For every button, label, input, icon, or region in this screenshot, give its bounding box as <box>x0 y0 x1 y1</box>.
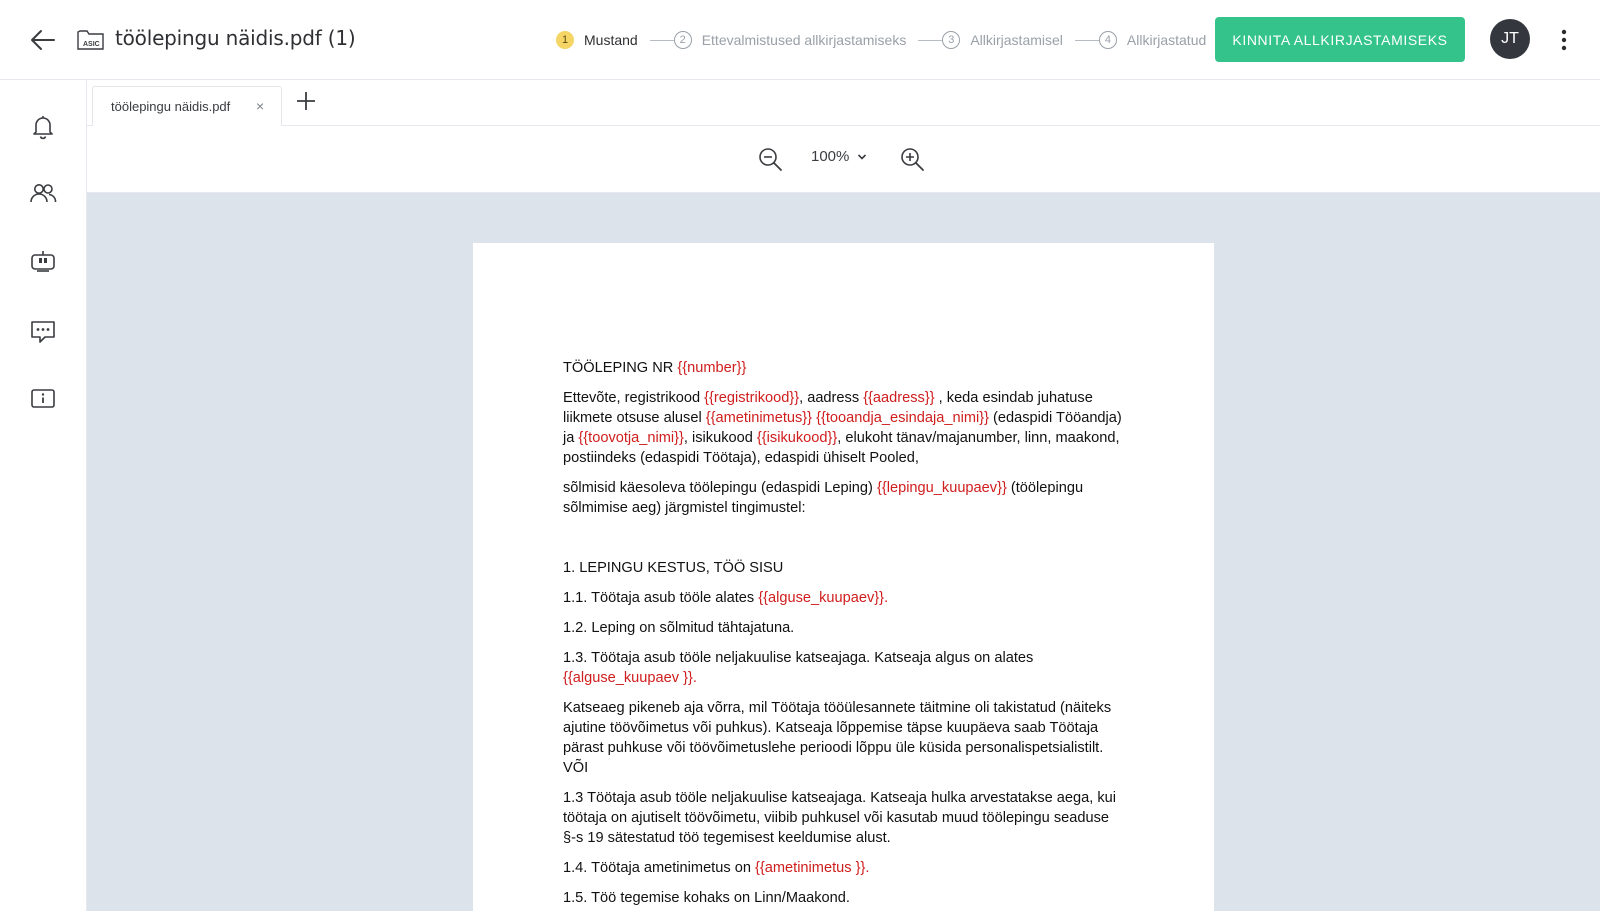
step-signing[interactable] <box>942 31 1099 49</box>
probation-paragraph: Katseaeg pikeneb aja võrra, mil Töötaja tööülesannete täitmine oli takistatud (näiteks ajutine töövõimetus või puhkus). Katseaja lõppemise täpse kuupäeva saab Töötaja pärast puhkuse või töövõimetuslehe perioodi lõppu üle küsida personalispetsialistilt. VÕI <box>563 700 1112 776</box>
placeholder-field: {{isikukood}} <box>756 430 838 446</box>
text: , aadress <box>799 390 864 406</box>
user-avatar[interactable]: JT <box>1490 19 1530 59</box>
chat-icon[interactable] <box>28 316 58 346</box>
step-label: Allkirjastamisel <box>970 32 1063 48</box>
document-viewer[interactable] <box>87 193 1600 911</box>
text: . <box>884 590 889 606</box>
info-icon[interactable] <box>28 384 58 414</box>
step-connector <box>918 40 942 41</box>
text: , keda esindab juhatuse liikmete otsuse alusel <box>563 390 1093 426</box>
text: sõlmisid käesoleva töölepingu (edaspidi Leping) <box>563 480 877 496</box>
workflow-steps <box>556 30 1206 50</box>
placeholder-field: {{alguse_kuupaev}} <box>758 590 885 606</box>
robot-icon[interactable] <box>28 246 58 276</box>
people-icon[interactable] <box>28 179 58 209</box>
document-title: töölepingu näidis.pdf (1) <box>115 26 356 50</box>
clause-1-4 <box>563 858 1123 878</box>
zoom-out-icon[interactable] <box>757 146 783 172</box>
placeholder-field: {{lepingu_kuupaev}} <box>876 480 1007 496</box>
tab-file-label: töölepingu näidis.pdf <box>111 99 231 114</box>
section-heading: 1. LEPINGU KESTUS, TÖÖ SISU <box>563 560 784 576</box>
spacer <box>563 528 1123 558</box>
asic-file-icon <box>77 27 104 51</box>
more-options-icon[interactable] <box>1556 26 1572 54</box>
clause-1-5: 1.5. Töö tegemise kohaks on Linn/Maakond. <box>563 890 850 906</box>
placeholder-field: {{tooandja_esindaja_nimi}} <box>816 410 989 426</box>
clause-1-1 <box>563 588 1123 608</box>
step-number: 1 <box>556 31 574 49</box>
parties-paragraph <box>563 388 1123 468</box>
back-arrow-icon[interactable] <box>28 25 58 55</box>
placeholder-field: {{toovotja_nimi}} <box>578 430 684 446</box>
placeholder-field: {{ametinimetus }} <box>755 860 866 876</box>
step-signed[interactable] <box>1099 31 1206 49</box>
placeholder-field: {{number}} <box>677 360 747 376</box>
text: 1.1. Töötaja asub tööle alates <box>563 590 759 606</box>
left-sidebar <box>0 80 87 911</box>
file-tabs <box>87 80 1600 126</box>
placeholder-field: {{ametinimetus}} <box>705 410 813 426</box>
zoom-value: 100% <box>811 148 850 165</box>
step-preparation[interactable] <box>674 31 943 49</box>
step-label: Mustand <box>584 32 638 48</box>
zoom-select[interactable] <box>811 148 867 165</box>
text: (edaspidi Tööandja) ja <box>563 410 1122 446</box>
zoom-toolbar <box>87 126 1600 193</box>
text: Ettevõte, registrikood <box>563 390 705 406</box>
text: TÖÖLEPING NR <box>563 360 678 376</box>
text: . <box>692 670 697 686</box>
step-label: Allkirjastatud <box>1126 32 1207 48</box>
step-label: Ettevalmistused allkirjastamiseks <box>701 32 907 48</box>
asic-label: ASIC <box>83 41 100 48</box>
clause-1-3-alt: 1.3 Töötaja asub tööle neljakuulise katseajaga. Katseaja hulka arvestatakse aega, kui töötaja on ajutiselt töövõimetu, viibib puhkusel või kasutab muud töölepingu seaduse §-s 19 sätestatud töö tegemisest keeldumise alust. <box>563 790 1117 846</box>
step-draft[interactable] <box>556 31 674 49</box>
close-tab-icon[interactable]: × <box>256 98 265 114</box>
contract-title <box>563 358 1123 378</box>
step-connector <box>650 40 674 41</box>
step-number: 3 <box>942 31 960 49</box>
clause-1-2: 1.2. Leping on sõlmitud tähtajatuna. <box>563 620 795 636</box>
text: , isikukood <box>683 430 757 446</box>
tab-file[interactable] <box>92 86 282 126</box>
chevron-down-icon <box>857 152 867 162</box>
add-tab-icon[interactable] <box>295 90 317 112</box>
page-content <box>563 358 1123 911</box>
top-bar <box>0 0 1600 80</box>
confirm-for-signing-button[interactable]: KINNITA ALLKIRJASTAMISEKS <box>1215 17 1465 62</box>
text: . <box>865 860 870 876</box>
zoom-in-icon[interactable] <box>899 146 925 172</box>
step-connector <box>1075 40 1099 41</box>
step-number: 2 <box>674 31 692 49</box>
agreement-paragraph <box>563 478 1123 518</box>
placeholder-field: {{aadress}} <box>863 390 935 406</box>
clause-1-3 <box>563 648 1123 688</box>
text: 1.4. Töötaja ametinimetus on <box>563 860 755 876</box>
text: 1.3. Töötaja asub tööle neljakuulise katseajaga. Katseaja algus on alates <box>563 650 1034 666</box>
placeholder-field: {{alguse_kuupaev }} <box>563 670 693 686</box>
document-page <box>473 243 1214 911</box>
text: , elukoht tänav/majanumber, linn, maakond, postiindeks (edaspidi Töötaja), edaspidi ühiselt Pooled, <box>563 430 1120 466</box>
bell-icon[interactable] <box>28 112 58 142</box>
placeholder-field: {{registrikood}} <box>704 390 800 406</box>
text: (töölepingu sõlmimise aeg) järgmistel tingimustel: <box>563 480 1084 516</box>
step-number: 4 <box>1099 31 1117 49</box>
